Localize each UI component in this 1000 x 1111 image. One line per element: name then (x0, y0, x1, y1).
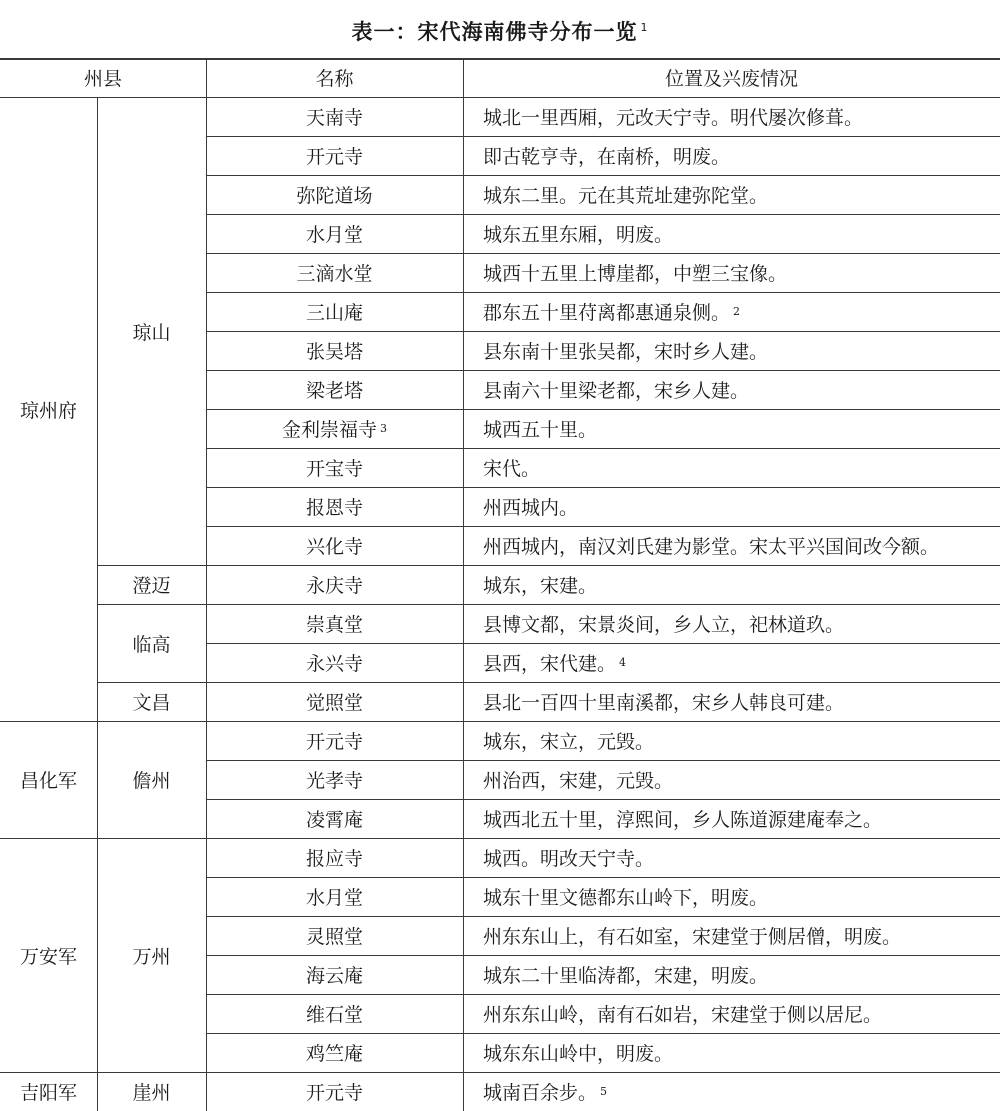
temple-description-cell (463, 253, 1000, 292)
temple-name-cell-text: 灵照堂 (305, 926, 363, 948)
temple-description-cell (463, 955, 1000, 994)
temple-name-cell (206, 838, 463, 877)
footnote-marker: 3 (380, 422, 387, 435)
temple-name-cell-text: 开元寺 (305, 1082, 363, 1104)
temple-description-cell (463, 760, 1000, 799)
temple-description-cell (463, 643, 1000, 682)
temple-description-cell-text: 州东东山岭，南有石如岩，宋建堂于侧以居尼。 (483, 1004, 883, 1026)
temple-name-cell (206, 799, 463, 838)
temple-name-cell (206, 955, 463, 994)
temple-name-cell (206, 1033, 463, 1072)
temple-description-cell-text: 县西，宋代建。 (483, 653, 617, 675)
temple-description-cell (463, 838, 1000, 877)
column-divider-name (206, 97, 207, 1111)
temple-name-cell-text: 报恩寺 (305, 497, 363, 519)
temple-name-cell-text: 兴化寺 (305, 536, 363, 558)
temple-description-cell (463, 799, 1000, 838)
county-cell-text: 崖州 (132, 1082, 171, 1104)
temple-name-cell-text: 弥陀道场 (296, 185, 373, 207)
temple-description-cell-text: 城西十五里上博崖都，中塑三宝像。 (483, 263, 788, 285)
county-cell (97, 565, 206, 604)
header-temple-name (206, 58, 463, 97)
temple-description-cell-text: 郡东五十里苻离都惠通泉侧。 (483, 302, 731, 324)
temple-name-cell (206, 643, 463, 682)
temple-name-cell-text: 开元寺 (305, 731, 363, 753)
county-cell (97, 604, 206, 682)
temple-name-cell-text: 崇真堂 (305, 614, 363, 636)
temple-name-cell (206, 487, 463, 526)
temple-description-cell-text: 城西。明改天宁寺。 (483, 848, 655, 870)
temple-name-cell (206, 994, 463, 1033)
temple-description-cell-text: 县博文都，宋景炎间，乡人立，祀林道玖。 (483, 614, 845, 636)
temple-name-cell (206, 760, 463, 799)
temple-description-cell-text: 宋代。 (483, 458, 541, 480)
temple-description-cell (463, 1072, 1000, 1111)
county-cell (97, 721, 206, 838)
header-temple-name-text: 名称 (315, 68, 354, 90)
temple-name-cell (206, 292, 463, 331)
temple-name-cell-text: 光孝寺 (305, 770, 363, 792)
header-location-status (463, 58, 1000, 97)
temple-name-cell (206, 136, 463, 175)
temple-name-cell (206, 604, 463, 643)
temple-description-cell (463, 136, 1000, 175)
temple-name-cell-text: 海云庵 (305, 965, 363, 987)
temple-name-cell (206, 721, 463, 760)
temple-description-cell (463, 97, 1000, 136)
temple-description-cell (463, 721, 1000, 760)
header-prefecture-county (0, 58, 206, 97)
temple-name-cell (206, 175, 463, 214)
temple-description-cell-text: 州东东山上，有石如室，宋建堂于侧居僧，明废。 (483, 926, 902, 948)
temple-description-cell-text: 县南六十里梁老都，宋乡人建。 (483, 380, 750, 402)
county-cell (97, 682, 206, 721)
temple-name-cell (206, 877, 463, 916)
temple-description-cell-text: 城西五十里。 (483, 419, 598, 441)
column-divider-desc (463, 97, 464, 1111)
temple-description-cell (463, 292, 1000, 331)
county-cell-text: 澄迈 (132, 575, 171, 597)
temple-name-cell-text: 天南寺 (305, 107, 363, 129)
temple-name-cell-text: 开宝寺 (305, 458, 363, 480)
temple-description-cell (463, 370, 1000, 409)
prefecture-cell-text: 琼州府 (19, 399, 77, 422)
temple-name-cell-text: 水月堂 (305, 224, 363, 246)
temple-description-cell-text: 县东南十里张吴都，宋时乡人建。 (483, 341, 769, 363)
temple-name-cell-text: 开元寺 (305, 146, 363, 168)
temple-description-cell-text: 县北一百四十里南溪都，宋乡人韩良可建。 (483, 692, 845, 714)
temple-name-cell (206, 97, 463, 136)
temple-name-cell (206, 682, 463, 721)
temple-description-cell (463, 175, 1000, 214)
footnote-marker: 2 (733, 305, 741, 318)
temple-name-cell-text: 金利崇福寺 (281, 419, 377, 441)
temple-description-cell-text: 城西北五十里，淳熙间，乡人陈道源建庵奉之。 (483, 809, 883, 831)
temple-description-cell (463, 526, 1000, 565)
prefecture-cell-text: 吉阳军 (19, 1082, 77, 1104)
temple-description-cell (463, 994, 1000, 1033)
temple-name-cell-text: 鸡竺庵 (305, 1043, 363, 1065)
temple-description-cell-text: 城南百余步。 (483, 1082, 598, 1104)
prefecture-cell-text: 万安军 (19, 945, 77, 968)
prefecture-cell (0, 97, 97, 721)
temple-name-cell (206, 253, 463, 292)
temple-description-cell-text: 州西城内，南汉刘氏建为影堂。宋太平兴国间改今额。 (483, 536, 940, 558)
temple-name-cell (206, 1072, 463, 1111)
temple-description-cell-text: 城东十里文德都东山岭下，明废。 (483, 887, 769, 909)
temple-description-cell (463, 877, 1000, 916)
temple-description-cell-text: 州治西，宋建，元毁。 (483, 770, 674, 792)
temple-name-cell (206, 526, 463, 565)
temple-name-cell-text: 永庆寺 (305, 575, 363, 597)
temple-name-cell-text: 凌霄庵 (305, 809, 363, 831)
temple-description-cell-text: 城东二十里临涛都，宋建，明废。 (483, 965, 769, 987)
temple-name-cell-text: 维石堂 (305, 1004, 363, 1026)
temple-name-cell-text: 三山庵 (305, 302, 363, 324)
column-divider-county (97, 97, 98, 1111)
temple-description-cell (463, 916, 1000, 955)
temple-name-cell-text: 梁老塔 (305, 380, 363, 402)
temple-name-cell (206, 448, 463, 487)
temple-name-cell-text: 张吴塔 (305, 341, 363, 363)
temple-description-cell (463, 565, 1000, 604)
county-cell-text: 万州 (132, 945, 171, 968)
temple-description-cell (463, 448, 1000, 487)
temple-description-cell (463, 331, 1000, 370)
prefecture-cell (0, 1072, 97, 1111)
temple-description-cell-text: 城东五里东厢，明废。 (483, 224, 674, 246)
temple-description-cell (463, 1033, 1000, 1072)
temple-description-cell-text: 城北一里西厢，元改天宁寺。明代屡次修葺。 (483, 107, 864, 129)
county-cell (97, 838, 206, 1072)
county-cell (97, 97, 206, 565)
prefecture-cell-text: 昌化军 (19, 770, 77, 792)
prefecture-cell (0, 721, 97, 838)
county-cell-text: 临高 (132, 633, 171, 656)
header-prefecture-county-text: 州县 (83, 68, 122, 90)
temple-name-cell-text: 三滴水堂 (296, 263, 373, 285)
county-cell-text: 儋州 (132, 770, 171, 792)
temple-description-cell (463, 409, 1000, 448)
temple-description-cell (463, 604, 1000, 643)
county-cell (97, 1072, 206, 1111)
table-title (0, 14, 1000, 46)
temple-name-cell-text: 永兴寺 (305, 653, 363, 675)
temple-description-cell-text: 城东东山岭中，明废。 (483, 1043, 674, 1065)
footnote-marker: 5 (600, 1085, 608, 1098)
temple-description-cell (463, 487, 1000, 526)
temple-name-cell (206, 916, 463, 955)
temple-name-cell-text: 觉照堂 (305, 692, 363, 714)
title-footnote-marker: 1 (640, 21, 649, 34)
temple-name-cell-text: 水月堂 (305, 887, 363, 909)
temple-description-cell-text: 城东，宋建。 (483, 575, 598, 597)
temple-name-cell (206, 370, 463, 409)
temple-name-cell (206, 565, 463, 604)
temple-description-cell-text: 即古乾亨寺，在南桥，明废。 (483, 146, 731, 168)
temple-name-cell-text: 报应寺 (305, 848, 363, 870)
county-cell-text: 文昌 (132, 692, 171, 714)
temple-name-cell (206, 409, 463, 448)
table-title-text: 表一：宋代海南佛寺分布一览 (351, 20, 638, 44)
temple-description-cell-text: 城东，宋立，元毁。 (483, 731, 655, 753)
temple-name-cell (206, 331, 463, 370)
header-location-status-text: 位置及兴废情况 (664, 68, 798, 90)
temple-description-cell (463, 214, 1000, 253)
county-cell-text: 琼山 (132, 321, 171, 344)
temple-description-cell (463, 682, 1000, 721)
temple-description-cell-text: 州西城内。 (483, 497, 579, 519)
footnote-marker: 4 (619, 656, 627, 669)
prefecture-cell (0, 838, 97, 1072)
temple-name-cell (206, 214, 463, 253)
temple-description-cell-text: 城东二里。元在其荒址建弥陀堂。 (483, 185, 769, 207)
